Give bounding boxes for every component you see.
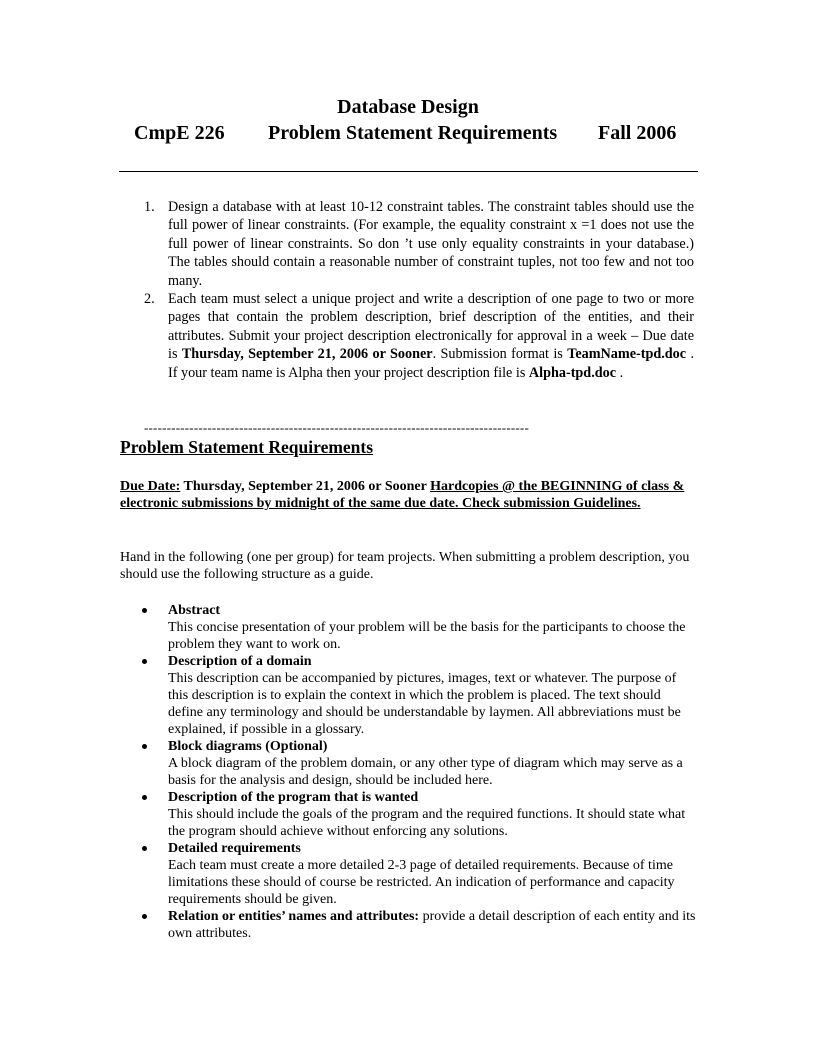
file-format-bold: TeamName-tpd.doc [567, 346, 687, 363]
subtitle: Problem Statement Requirements [268, 122, 558, 144]
bullet-icon [142, 659, 147, 664]
list-item [140, 653, 696, 738]
structure-list [140, 602, 696, 942]
item-number: 2. [144, 291, 155, 308]
due-label: Due Date: [120, 479, 181, 494]
bullet-title: Block diagrams (Optional) [168, 739, 328, 754]
item-text: . [616, 364, 624, 381]
list-item [140, 840, 696, 908]
bullet-icon [142, 795, 147, 800]
bullet-title: Description of a domain [168, 654, 312, 669]
bullet-title: Description of the program that is wanted [168, 790, 419, 805]
header-rule [119, 171, 698, 172]
item-text: . Submission format is [432, 346, 568, 363]
section-heading: Problem Statement Requirements [120, 437, 374, 457]
bullet-text: This should include the goals of the program and the required functions. It should state what the program should achieve without enforcing any solutions. [168, 807, 686, 839]
list-item [140, 908, 696, 942]
list-item [138, 198, 694, 290]
due-date-bold: Thursday, September 21, 2006 or Sooner [181, 346, 433, 363]
due-date: Thursday, September 21, 2006 or Sooner [180, 479, 431, 494]
list-item [140, 602, 696, 653]
bullet-icon [142, 846, 147, 851]
course-code: CmpE 226 [134, 122, 225, 144]
example-file-bold: Alpha-tpd.doc [528, 364, 617, 381]
document-title: Database Design [337, 96, 479, 118]
due-note: Hardcopies @ the BEGINNING of class & electronic submissions by midnight of the same due date. Check submission Guidelines. [120, 479, 685, 511]
numbered-list [138, 198, 694, 382]
bullet-text: provide a detail description of each entity and its own attributes. [168, 909, 696, 941]
list-item [140, 738, 696, 789]
item-text: Each team must select a unique project and write a description of one page to two or more pages that contain the problem description, brief description of the entities, and their attributes. Submit your project description electronically for approval in a week – Due date is [168, 291, 694, 363]
bullet-text: Each team must create a more detailed 2-3 page of detailed requirements. Because of time limitations these should of course be restricted. An indication of performance and capacity requirements should be given. [168, 858, 675, 907]
bullet-title: Detailed requirements [168, 841, 301, 856]
list-item [140, 789, 696, 840]
item-text: . If your team name is Alpha then your project description file is [168, 346, 695, 381]
item-number: 1. [144, 199, 155, 215]
item-text: Design a database with at least 10-12 constraint tables. The constraint tables should use the full power of linear constraints. (For example, the equality constraint x =1 does not use the full power of linear constraints. So don ’t use only equality constraints in your database.) The tables should contain a reasonable number of constraint tuples, not too few and not too many. [168, 199, 694, 289]
separator-line: ------------------------------------------------------------------------------------- [144, 420, 529, 435]
bullet-text: This description can be accompanied by pictures, images, text or whatever. The purpose of this description is to explain the context in which the problem is placed. The text should define any terminology and should be understandable by laymen. All abbreviations must be explained, if possible in a glossary. [168, 671, 681, 737]
intro-paragraph: Hand in the following (one per group) for team projects. When submitting a problem description, you should use the following structure as a guide. [120, 550, 690, 582]
bullet-text: A block diagram of the problem domain, or any other type of diagram which may serve as a basis for the analysis and design, should be included here. [168, 756, 683, 788]
bullet-text: This concise presentation of your problem will be the basis for the participants to choose the problem they want to work on. [168, 620, 686, 652]
term: Fall 2006 [598, 122, 677, 144]
bullet-title: Abstract [168, 603, 221, 618]
list-item [138, 290, 694, 382]
bullet-icon [142, 914, 147, 919]
due-date-paragraph [120, 478, 698, 512]
bullet-icon [142, 744, 147, 749]
bullet-icon [142, 608, 147, 613]
bullet-title: Relation or entities’ names and attributes: [168, 909, 420, 924]
